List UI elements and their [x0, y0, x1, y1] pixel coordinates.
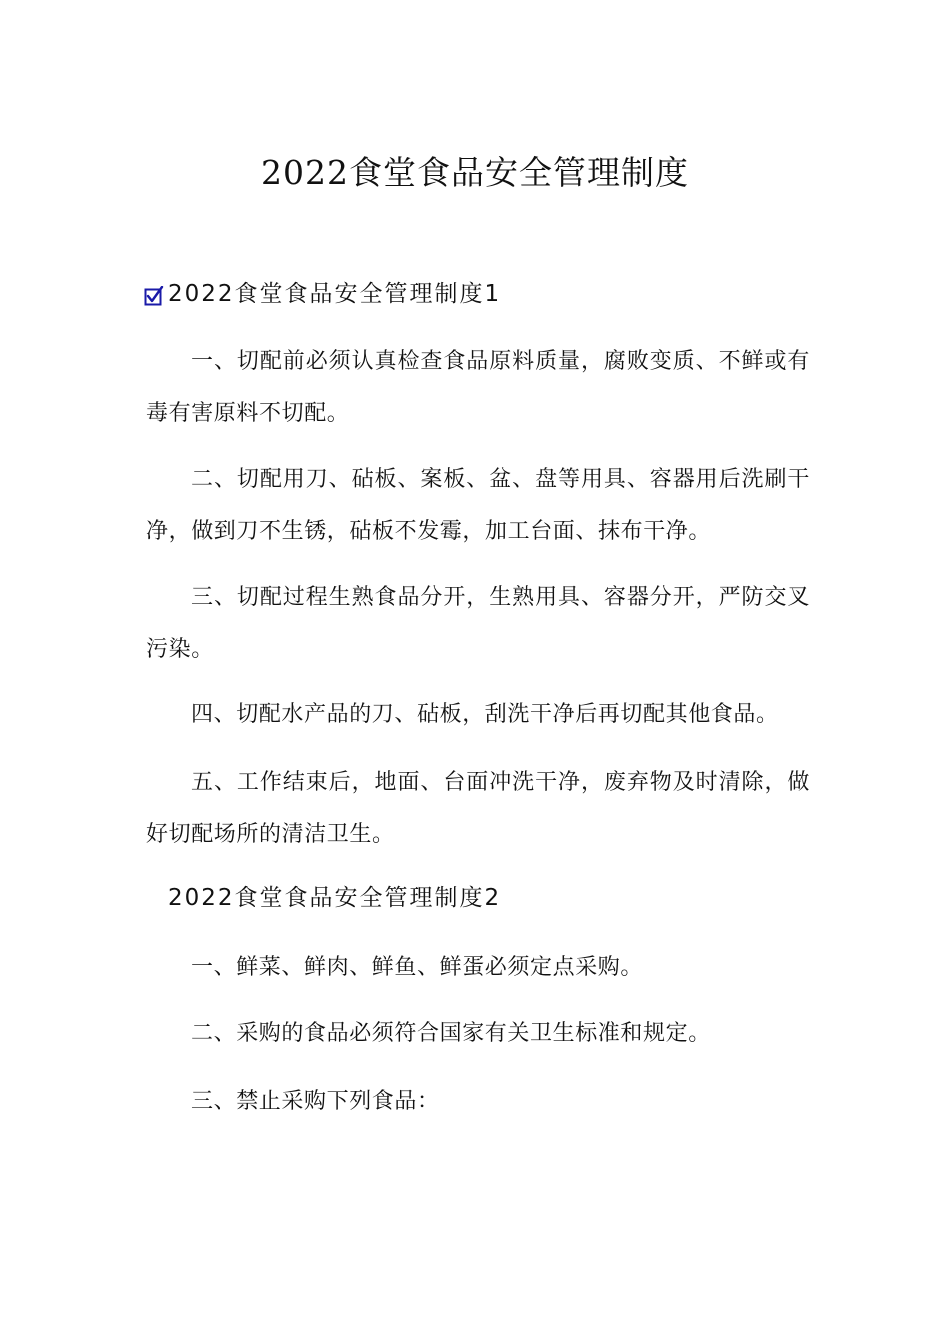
- section-2-paragraph: 一、鲜菜、鲜肉、鲜鱼、鲜蛋必须定点采购。: [191, 955, 644, 980]
- document-title: 2022食堂食品安全管理制度: [261, 153, 689, 192]
- section-1-paragraph: 五、工作结束后，地面、台面冲洗干净，废弃物及时清除，做好切配场所的清洁卫生。: [146, 770, 810, 847]
- section-2-heading: 2022食堂食品安全管理制度2: [168, 885, 502, 911]
- section-1-paragraph: 三、切配过程生熟食品分开，生熟用具、容器分开，严防交叉污染。: [146, 585, 810, 662]
- section-2-paragraph: 二、采购的食品必须符合国家有关卫生标准和规定。: [191, 1021, 711, 1046]
- section-1-paragraph: 二、切配用刀、砧板、案板、盆、盘等用具、容器用后洗刷干净，做到刀不生锈，砧板不发霉，加工台面、抹布干净。: [146, 467, 810, 544]
- section-2-paragraph: 三、禁止采购下列食品：: [191, 1089, 440, 1114]
- section-1-paragraph: 一、切配前必须认真检查食品原料质量，腐败变质、不鲜或有毒有害原料不切配。: [146, 349, 810, 426]
- section-1-heading: 2022食堂食品安全管理制度1: [168, 281, 502, 307]
- section-1-paragraph: 四、切配水产品的刀、砧板，刮洗干净后再切配其他食品。: [191, 702, 779, 727]
- checked-checkbox-icon: [144, 286, 164, 306]
